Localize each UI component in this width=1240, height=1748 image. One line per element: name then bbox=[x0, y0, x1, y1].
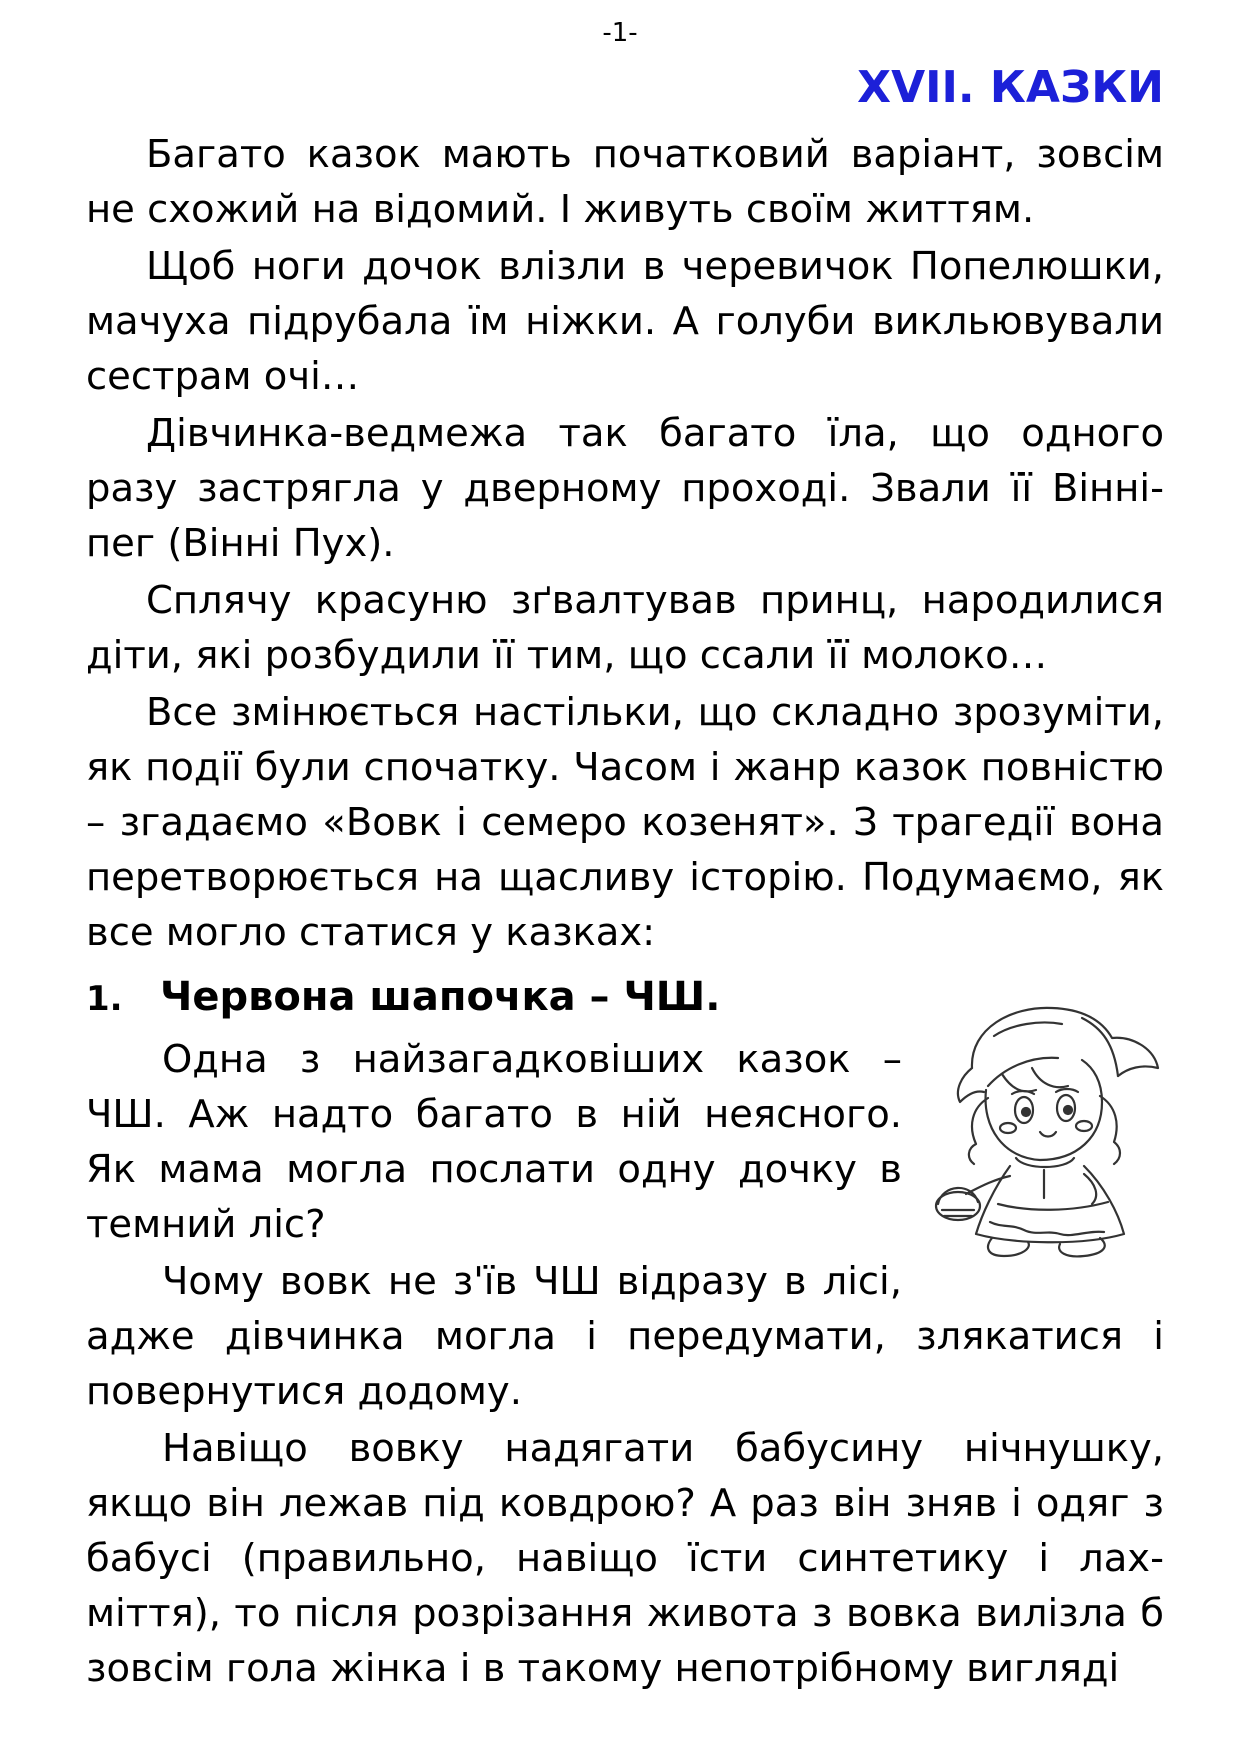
paragraph: Багато казок мають початковий варіант, зовсім не схожий на відомий. І живуть своїм життям. bbox=[86, 132, 1164, 232]
section-text bbox=[86, 1032, 1164, 1698]
paragraph: Все змінюється настільки, що складно зрозуміти, як події були спочатку. Часом і жанр казок повністю – згадаємо «Вовк і семеро козенят». З трагедії вона перетворюється на щасливу історію. Подумаємо, як все могло статися у казках: bbox=[86, 690, 1164, 955]
little-red-riding-hood-illustration bbox=[932, 998, 1164, 1260]
paragraph: Одна з найзагадковіших казок – ЧШ. Аж надто багато в ній неясного. Як мама могла послати одну дочку в темний ліс? bbox=[86, 1037, 902, 1247]
paragraph: Навіщо вовку надягати бабусину нічнушку, якщо він лежав під ковдрою? А раз він зняв і одяг з бабусі (правильно, навіщо їсти синтетику і лахміття), то після розрізання живота з вовка вилізла б зовсім гола жінка і в такому непотрібному вигляді bbox=[86, 1426, 1164, 1691]
paragraph: Дівчинка-ведмежа так багато їла, що одного разу застрягла у дверному проході. Звали її Вінніпег (Вінні Пух). bbox=[86, 411, 1164, 566]
intro-text bbox=[86, 127, 1164, 962]
chapter-title: XVII. КАЗКИ bbox=[857, 62, 1164, 113]
section-heading bbox=[86, 968, 886, 1028]
section-number: 1. bbox=[86, 979, 123, 1019]
paragraph: Щоб ноги дочок влізли в черевичок Попелюшки, мачуха підрубала їм ніжки. А голуби викльювували сестрам очі… bbox=[86, 244, 1164, 399]
paragraph: Сплячу красуню зґвалтував принц, народилися діти, які розбудили її тим, що ссали її молоко… bbox=[86, 578, 1164, 678]
page-number: -1- bbox=[602, 18, 638, 48]
girl-drawing-icon bbox=[932, 998, 1164, 1260]
paragraph: Чому вовк не з'їв ЧШ відразу в лісі, адже дівчинка могла і передумати, злякатися і повернутися додому. bbox=[86, 1259, 1164, 1414]
section-title: Червона шапочка – ЧШ. bbox=[160, 974, 721, 1020]
